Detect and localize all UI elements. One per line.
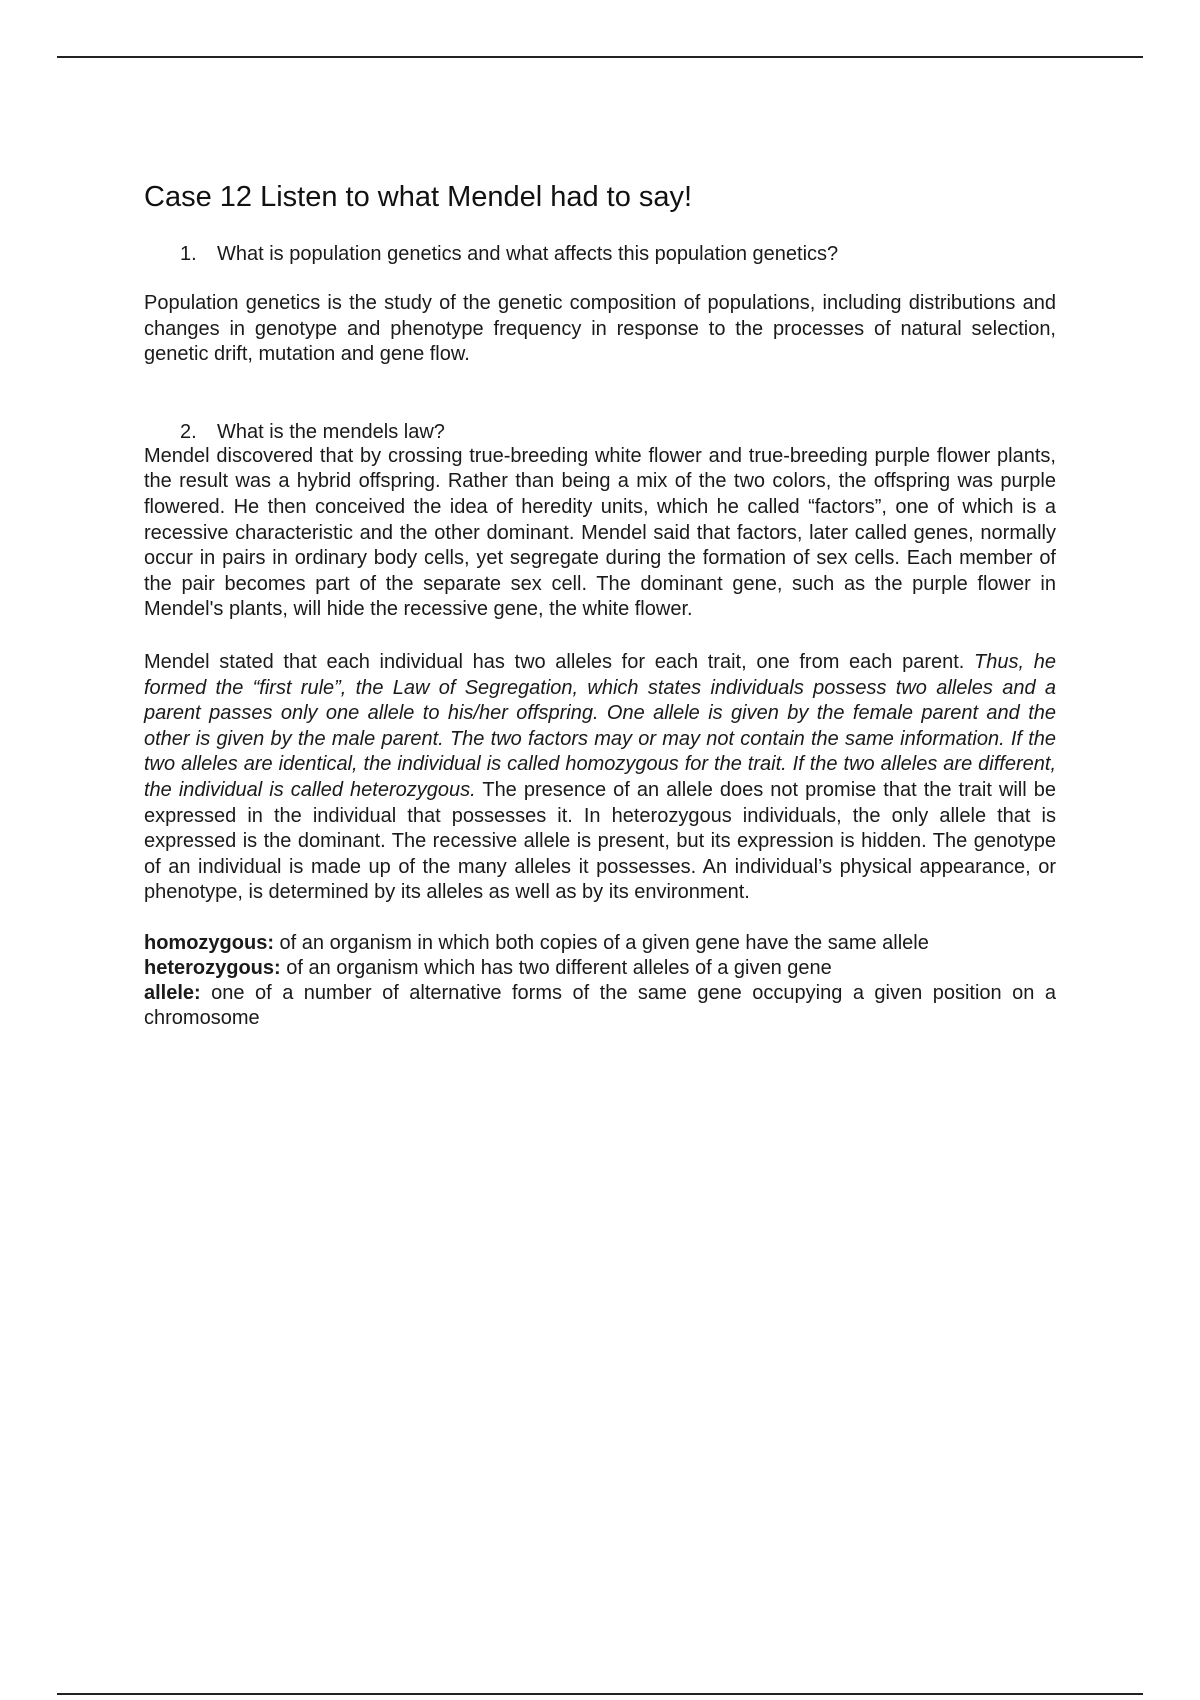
- answer-3-paragraph: [144, 650, 1056, 906]
- answer-1-paragraph: Population genetics is the study of the genetic composition of populations, including distributions and changes in genotype and phenotype frequency in response to the processes of natural selection, genetic drift, mutation and gene flow.: [144, 292, 1056, 366]
- definition-homozygous: [144, 931, 1056, 956]
- question-2-text: What is the mendels law?: [217, 420, 445, 443]
- footer-rule: [57, 1693, 1143, 1695]
- question-1-number: 1.: [180, 243, 197, 265]
- definition-allele: [144, 981, 1056, 1031]
- definition-text: of an organism in which both copies of a given gene have the same allele: [274, 931, 929, 954]
- question-2-number: 2.: [180, 420, 197, 443]
- question-2: [144, 420, 1056, 444]
- question-1-text: What is population genetics and what affects this population genetics?: [217, 243, 839, 265]
- document-title: Case 12 Listen to what Mendel had to say!: [144, 181, 693, 213]
- definition-term: homozygous:: [144, 931, 274, 954]
- definition-text: of an organism which has two different alleles of a given gene: [280, 956, 832, 979]
- answer-3-italic: Thus, he formed the “first rule”, the Law of Segregation, which states individuals possess two alleles and a parent passes only one allele to his/her offspring. One allele is given by the female parent and the other is given by the male parent. The two factors may or may not contain the same information. If the two alleles are identical, the individual is called homozygous for the trait. If the two alleles are different, the individual is called heterozygous.: [144, 650, 1056, 801]
- header-rule: [57, 56, 1143, 58]
- definition-term: allele:: [144, 981, 201, 1004]
- definition-term: heterozygous:: [144, 956, 281, 979]
- answer-2-paragraph: Mendel discovered that by crossing true-breeding white flower and true-breeding purple flower plants, the result was a hybrid offspring. Rather than being a mix of the two colors, the offspring was purple flowered. He then conceived the idea of heredity units, which he called “factors”, one of which is a recessive characteristic and the other dominant. Mendel said that factors, later called genes, normally occur in pairs in ordinary body cells, yet segregate during the formation of sex cells. Each member of the pair becomes part of the separate sex cell. The dominant gene, such as the purple flower in Mendel's plants, will hide the recessive gene, the white flower.: [144, 444, 1056, 621]
- definition-text: one of a number of alternative forms of the same gene occupying a given position on a chromosome: [144, 981, 1056, 1029]
- question-1: [144, 242, 1056, 266]
- answer-3-tail: The presence of an allele does not promise that the trait will be expressed in the individual that possesses it. In heterozygous individuals, the only allele that is expressed is the dominant. The recessive allele is present, but its expression is hidden. The genotype of an individual is made up of the many alleles it possesses. An individual’s physical appearance, or phenotype, is determined by its alleles as well as by its environment.: [144, 778, 1056, 904]
- document-body: [144, 176, 1056, 1031]
- definition-heterozygous: [144, 956, 1056, 981]
- answer-3-lead: Mendel stated that each individual has two alleles for each trait, one from each parent.: [144, 650, 975, 673]
